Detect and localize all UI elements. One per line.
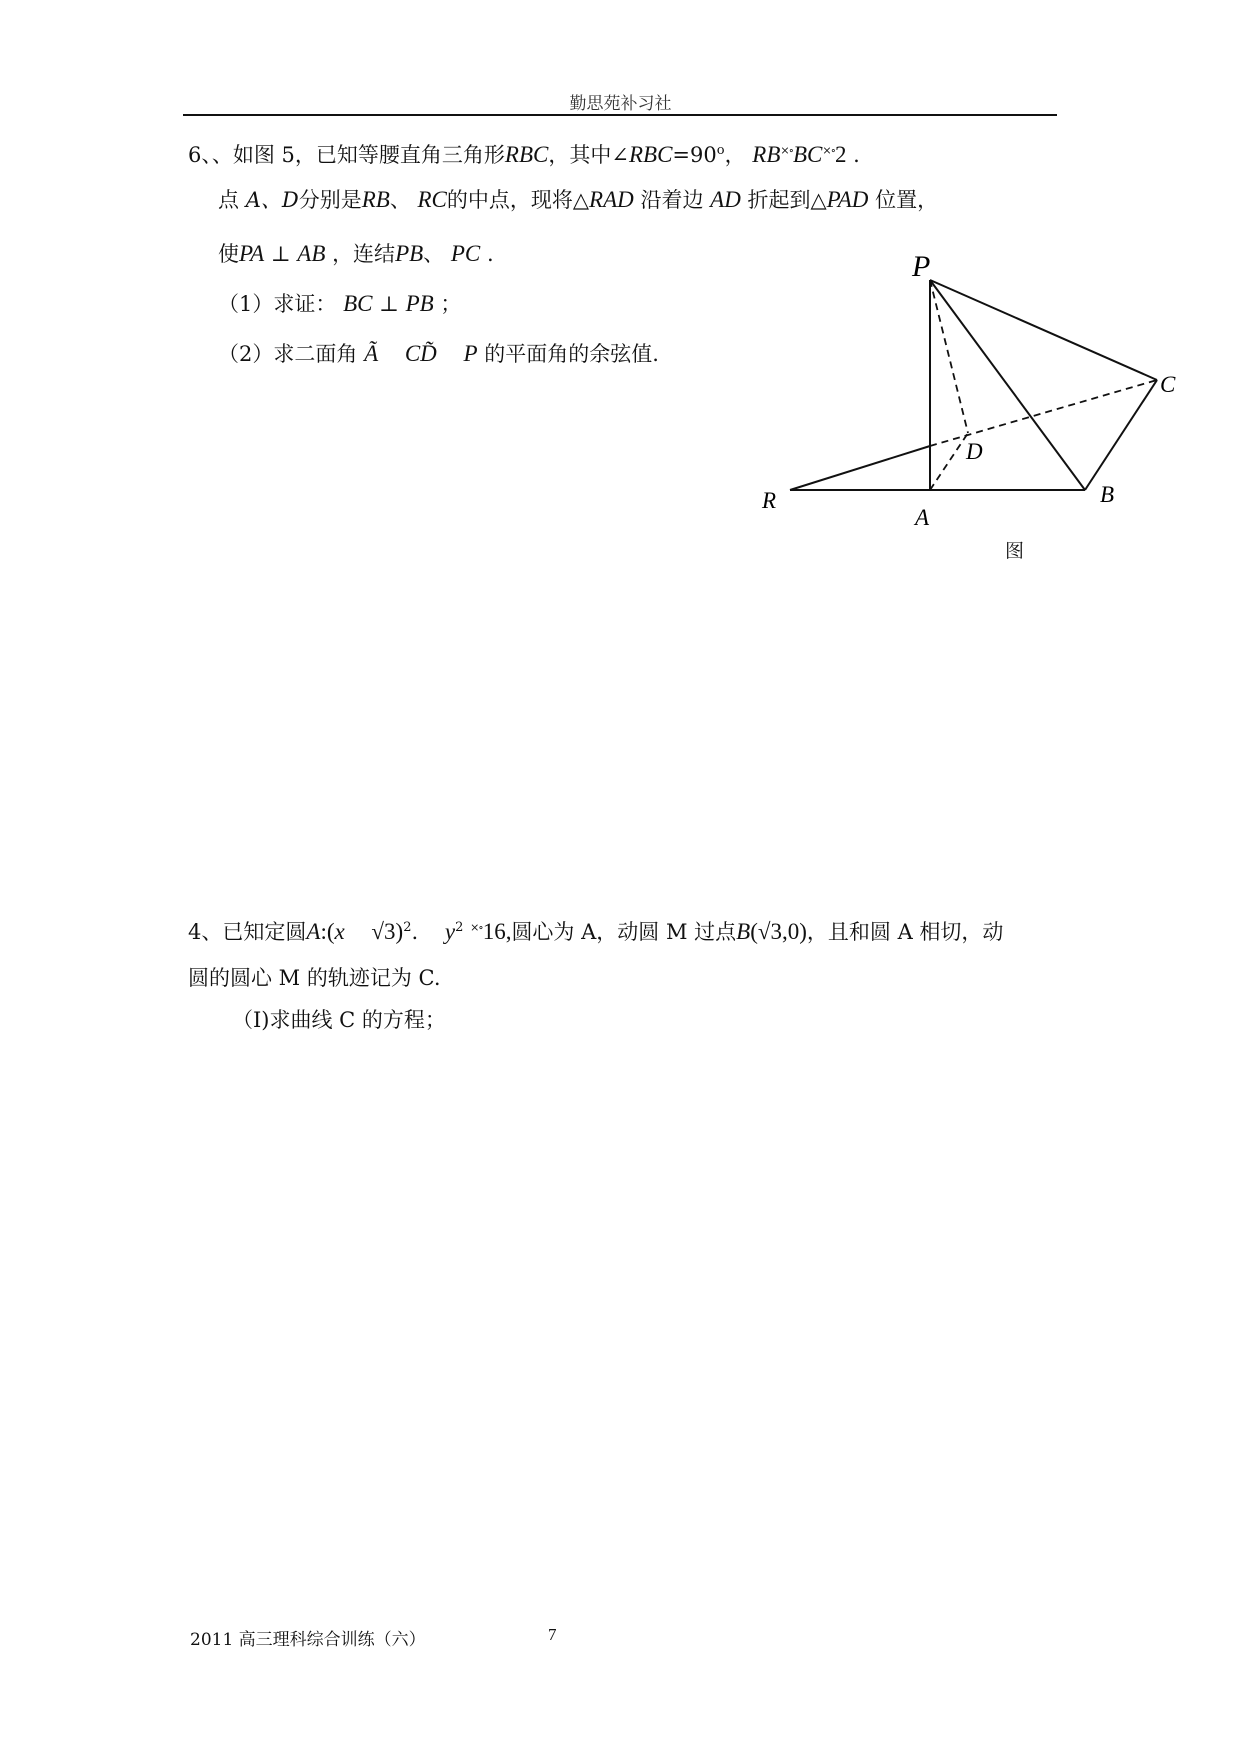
text: ，连结 [332, 242, 396, 266]
math-rb: RB [752, 142, 781, 167]
math-sqrt3: √3) [371, 919, 404, 944]
math-bc: BC [343, 291, 373, 316]
math-rb: RB [361, 187, 390, 212]
text: 沿着边 [640, 188, 704, 212]
text: ，且和圆 A 相切，动 [806, 920, 1004, 944]
math-a-d: A、D [245, 188, 299, 212]
math-point: (√3,0) [750, 919, 807, 944]
text: . [853, 143, 860, 167]
text: 使 [218, 242, 239, 266]
text: （2）求二面角 [218, 342, 358, 366]
math-x: x [334, 919, 345, 944]
text: 的中点，现将△ [446, 188, 590, 212]
math-ab: AB [297, 241, 326, 266]
perp-symbol: ⊥ [270, 242, 291, 266]
math-bc: BC [792, 142, 823, 167]
label-p: P [912, 250, 931, 283]
exponent: 2 [455, 920, 464, 935]
text: ； [440, 292, 462, 316]
text: 圆心为 A，动圆 M 过点 [511, 920, 737, 944]
perp-symbol: ⊥ [379, 292, 399, 316]
math-pb: PB [395, 241, 424, 266]
garbled-symbol: ×∘ [780, 144, 793, 157]
math-rc: RC [417, 187, 447, 212]
edge-dc [930, 380, 1157, 446]
math-pad: PAD [826, 187, 869, 212]
figure-hidden-edges [930, 280, 1157, 490]
math-two: 2 [834, 142, 847, 167]
edge-ad [930, 433, 968, 490]
text: ，其中∠ [548, 143, 629, 167]
footer-title: 2011 高三理科综合训练（六） [190, 1630, 426, 1650]
label-r: R [762, 488, 777, 513]
math-cd-tilde: CD̃ [404, 341, 437, 366]
page-number: 7 [548, 1625, 557, 1644]
garbled-symbol: ×∘ [822, 144, 835, 157]
figure-caption: 图 [1005, 540, 1025, 562]
label-c: C [1160, 372, 1176, 397]
dot: . [411, 920, 419, 944]
text: =90 [672, 143, 717, 167]
text: 的平面角的余弦值. [484, 342, 659, 366]
text: （1）求证： [218, 292, 337, 316]
text: . [486, 242, 494, 266]
text: 6、、如图 5，已知等腰直角三角形 [188, 143, 505, 167]
label-a: A [915, 505, 930, 530]
page-header-title: 勤思苑补习社 [569, 94, 672, 114]
text: 、 [423, 242, 445, 266]
math-pb: PB [405, 291, 434, 316]
math-16: 16, [482, 919, 512, 944]
garbled-symbol: ×∘ [470, 921, 483, 934]
math-rad: RAD [589, 187, 634, 212]
math-b: B [736, 919, 751, 944]
text: 分别是 [298, 188, 362, 212]
text: 位置， [875, 188, 939, 212]
edge-pd [930, 280, 968, 433]
math-rbc2: RBC [628, 142, 673, 167]
math-pa: PA [239, 241, 265, 266]
math-rbc: RBC [504, 142, 549, 167]
label-d: D [966, 439, 983, 464]
label-b: B [1100, 482, 1115, 507]
edge-pc [930, 280, 1157, 380]
problem4-question1: （Ⅰ)求曲线 C 的方程； [232, 1008, 446, 1032]
math-pc: PC [450, 241, 481, 266]
math-p: P [463, 341, 478, 366]
text: 4、已知定圆 [188, 920, 307, 944]
math-ad: AD [710, 187, 741, 212]
exponent: 2 [403, 920, 412, 935]
edge-cb [1085, 380, 1157, 490]
edge-pb [930, 280, 1085, 490]
math-a-tilde: Ã [364, 341, 379, 366]
math-colon: :( [320, 919, 335, 944]
edge-rd-visible [790, 446, 930, 490]
problem4-line1 [188, 914, 1003, 946]
text: 、 [389, 188, 411, 212]
degree-sup: o [716, 143, 725, 158]
math-y: y [444, 919, 456, 944]
text: ， [724, 143, 746, 167]
text: 点 [218, 188, 239, 212]
problem4-line2: 圆的圆心 M 的轨迹记为 C. [188, 966, 441, 990]
text: 折起到△ [747, 188, 827, 212]
math-a: A [306, 919, 321, 944]
